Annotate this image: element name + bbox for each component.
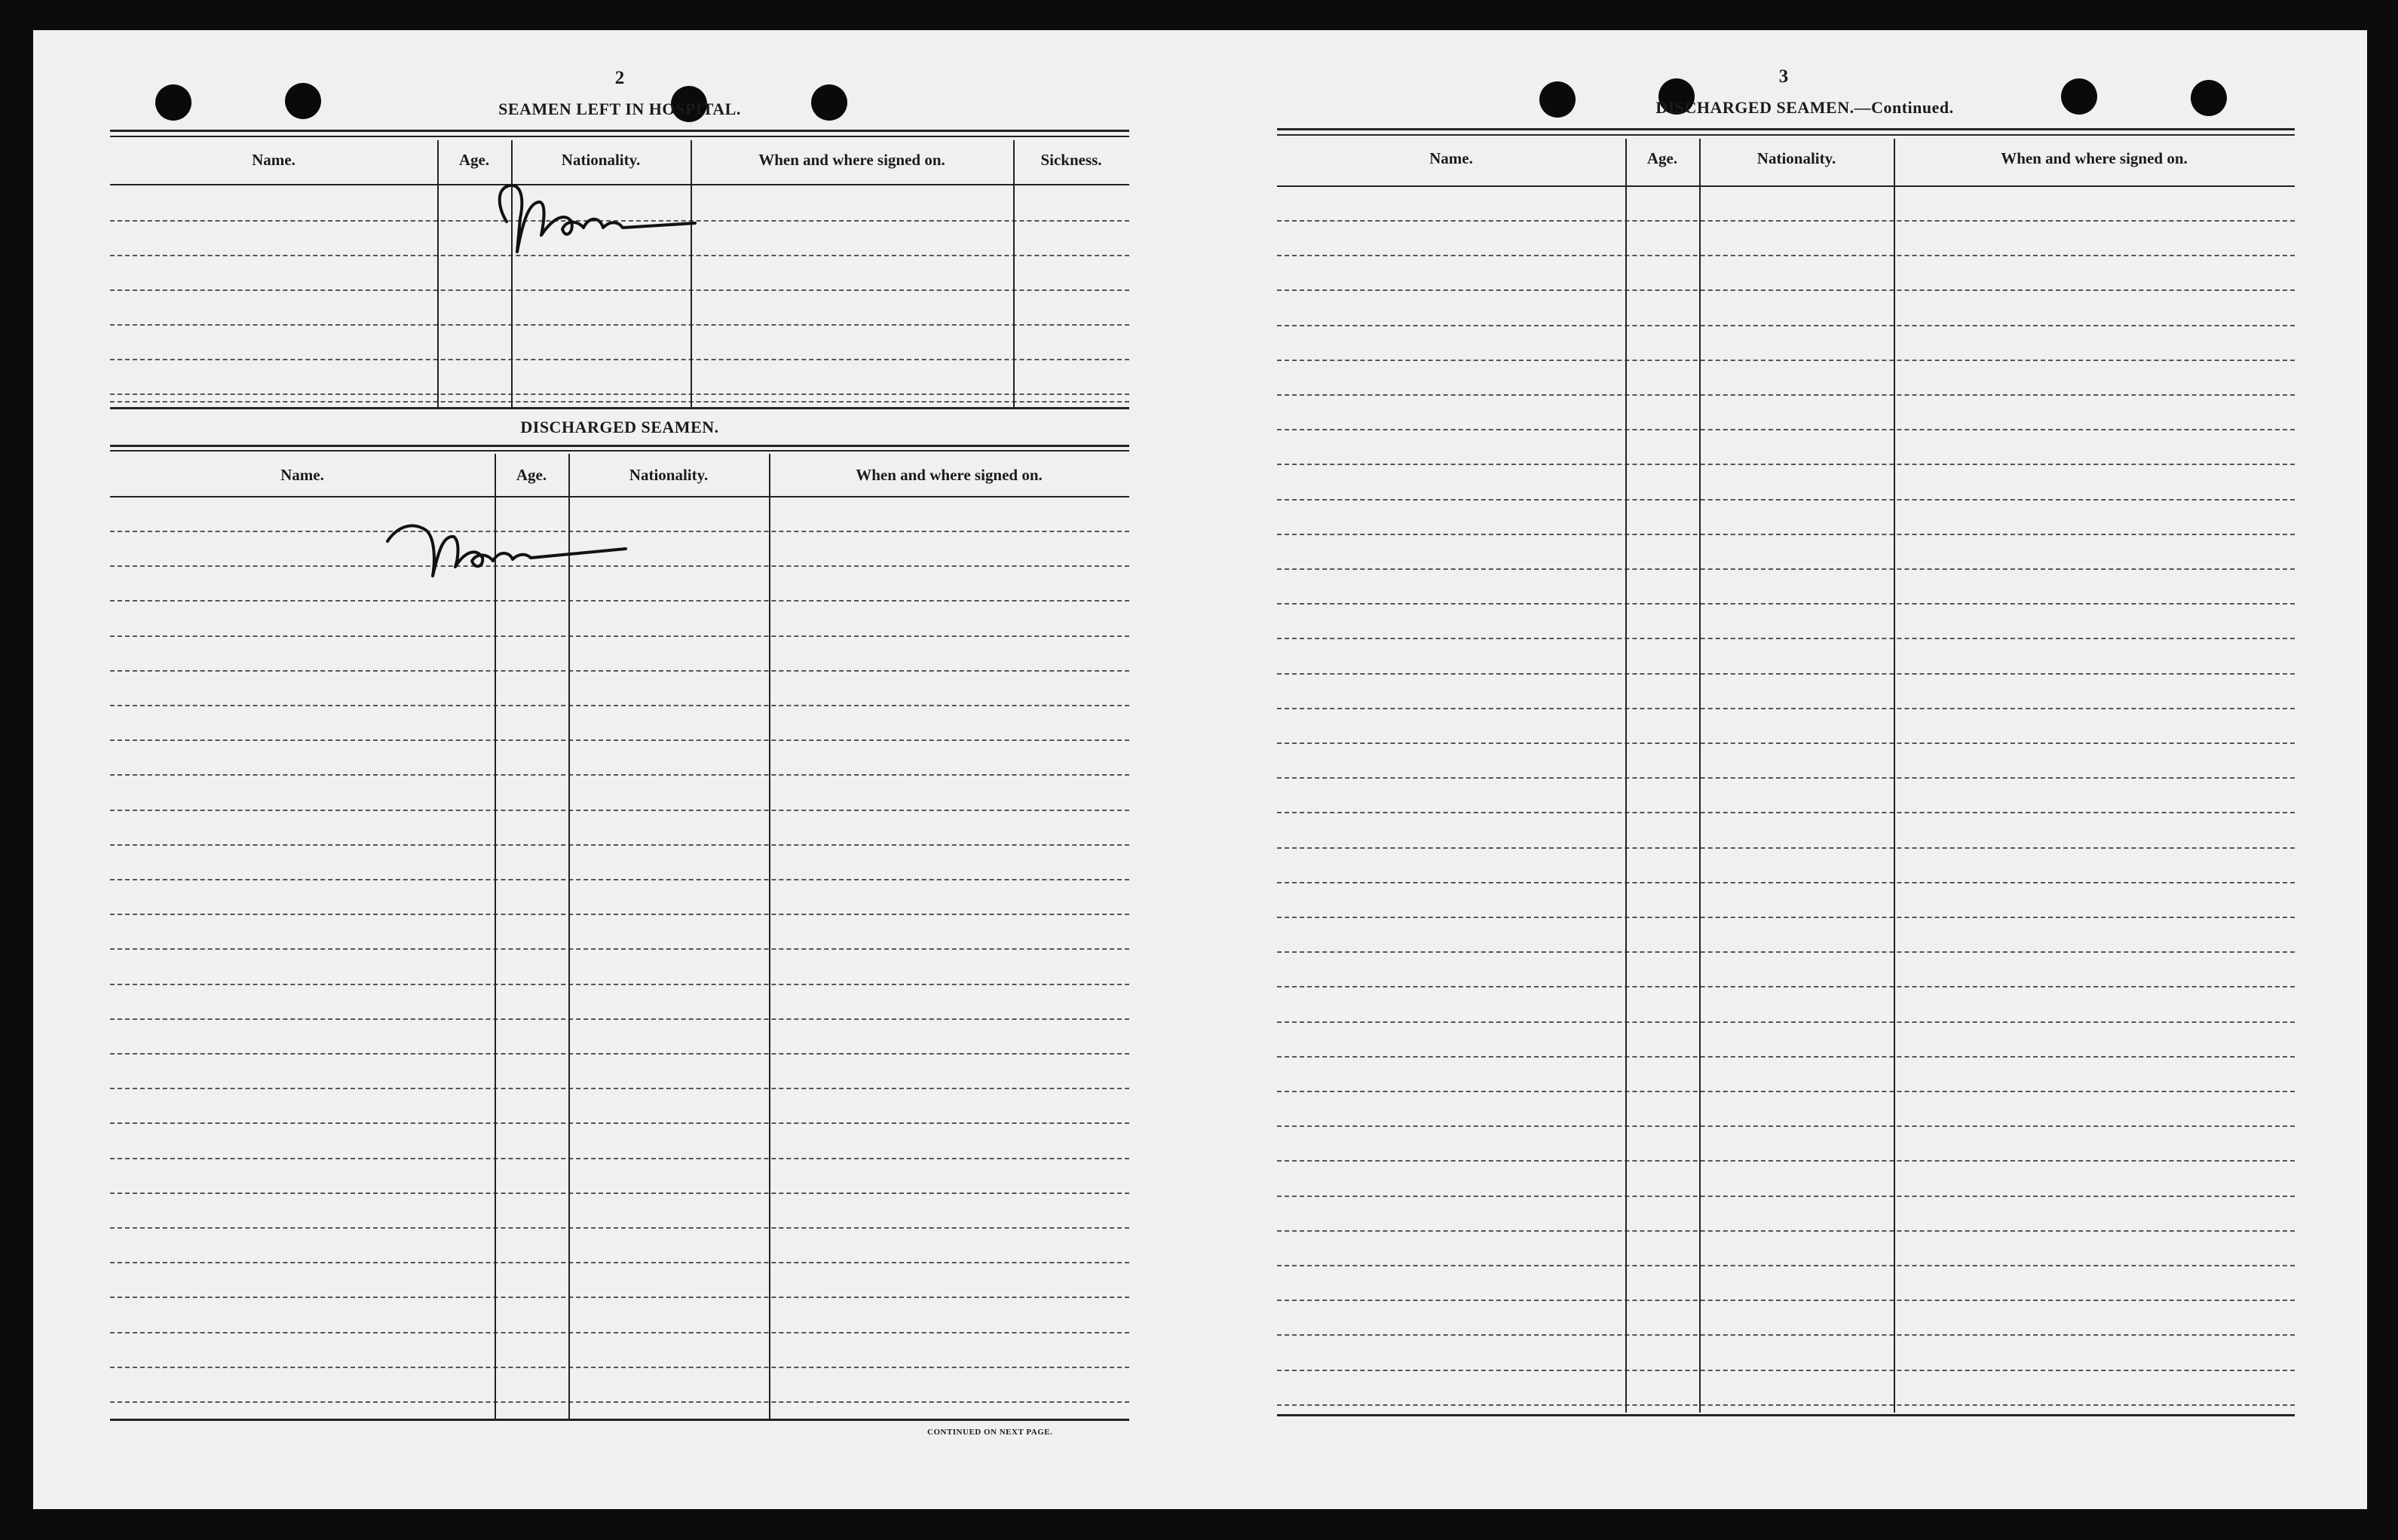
table-row xyxy=(110,1297,1129,1298)
punch-hole xyxy=(1539,81,1576,118)
table-row xyxy=(110,1401,1129,1403)
table-row xyxy=(1277,1370,2295,1371)
table-row xyxy=(1277,1021,2295,1023)
table-row xyxy=(110,844,1129,846)
bottom-rule xyxy=(1277,1414,2295,1416)
table-row xyxy=(1277,603,2295,605)
column-header-signed-on: When and where signed on. xyxy=(758,151,945,169)
column-header-age: Age. xyxy=(1646,149,1678,167)
discharged-continued-title: DISCHARGED SEAMEN.—Continued. xyxy=(1655,98,1954,117)
table-row xyxy=(1277,1230,2295,1232)
top-rule xyxy=(1277,128,2295,130)
table-row xyxy=(1277,325,2295,326)
page-number: 3 xyxy=(1778,66,1789,87)
table-row xyxy=(110,1227,1129,1229)
table-row xyxy=(1277,1300,2295,1301)
column-divider xyxy=(1013,140,1015,407)
table-row xyxy=(110,984,1129,985)
table-row xyxy=(1277,673,2295,675)
table-row xyxy=(1277,394,2295,396)
table-row xyxy=(1277,742,2295,744)
table-row xyxy=(110,705,1129,706)
table-row xyxy=(1277,777,2295,779)
table-row xyxy=(110,1158,1129,1159)
column-divider xyxy=(769,454,770,1419)
column-divider xyxy=(495,454,496,1419)
section-rule xyxy=(110,450,1129,452)
column-header-nationality: Nationality. xyxy=(1756,149,1836,167)
table-row xyxy=(110,393,1129,395)
punch-hole xyxy=(811,84,847,121)
table-row xyxy=(110,1053,1129,1055)
column-header-sickness: Sickness. xyxy=(1040,151,1102,169)
page-number: 2 xyxy=(614,68,625,88)
column-divider xyxy=(1894,139,1895,1413)
table-row xyxy=(110,879,1129,880)
table-row xyxy=(110,600,1129,602)
table-row xyxy=(1277,464,2295,465)
punch-hole xyxy=(2061,78,2097,115)
column-header-signed-on: When and where signed on. xyxy=(2001,149,2188,167)
table-row xyxy=(110,774,1129,776)
table-row xyxy=(110,1018,1129,1020)
column-header-name: Name. xyxy=(252,151,296,169)
column-header-name: Name. xyxy=(1429,149,1473,167)
table-row xyxy=(110,1122,1129,1124)
column-divider xyxy=(1699,139,1701,1413)
table-row xyxy=(1277,812,2295,813)
top-rule xyxy=(110,136,1129,137)
continued-footer: CONTINUED ON NEXT PAGE. xyxy=(927,1428,1053,1437)
column-divider xyxy=(437,140,439,407)
table-row xyxy=(1277,882,2295,883)
table-row xyxy=(110,670,1129,672)
table-row xyxy=(1277,1334,2295,1336)
table-row xyxy=(110,324,1129,326)
table-row xyxy=(1277,360,2295,361)
table-row xyxy=(1277,986,2295,987)
table-row xyxy=(110,1088,1129,1089)
section-rule xyxy=(110,407,1129,409)
hospital-section-title: SEAMEN LEFT IN HOSPITAL. xyxy=(498,100,741,118)
table-row xyxy=(110,1367,1129,1368)
column-header-age: Age. xyxy=(516,466,547,484)
table-row xyxy=(1277,951,2295,953)
column-header-signed-on: When and where signed on. xyxy=(856,466,1043,484)
table-row xyxy=(110,401,1129,403)
handwritten-entry-text: None xyxy=(490,163,492,164)
table-row xyxy=(1277,638,2295,639)
punch-hole xyxy=(285,83,321,119)
top-rule xyxy=(110,130,1129,132)
document-sheet xyxy=(33,30,2367,1509)
table-row xyxy=(1277,534,2295,535)
header-underline xyxy=(1277,185,2295,187)
table-row xyxy=(110,739,1129,741)
discharged-section-title: DISCHARGED SEAMEN. xyxy=(520,418,719,436)
table-row xyxy=(1277,1265,2295,1266)
punch-hole xyxy=(2191,80,2227,116)
table-row xyxy=(1277,289,2295,291)
table-row xyxy=(1277,1196,2295,1197)
table-row xyxy=(1277,429,2295,430)
table-row xyxy=(1277,1125,2295,1127)
column-header-name: Name. xyxy=(280,466,324,484)
table-row xyxy=(110,810,1129,811)
punch-hole xyxy=(155,84,191,121)
table-row xyxy=(1277,499,2295,501)
table-row xyxy=(1277,1091,2295,1092)
handwritten-none-signature xyxy=(490,163,701,261)
table-row xyxy=(1277,1056,2295,1058)
table-row xyxy=(110,914,1129,915)
table-row xyxy=(110,635,1129,637)
table-row xyxy=(110,1193,1129,1194)
column-header-nationality: Nationality. xyxy=(561,151,641,169)
table-row xyxy=(1277,917,2295,918)
column-header-nationality: Nationality. xyxy=(629,466,709,484)
table-row xyxy=(110,948,1129,950)
column-divider xyxy=(1625,139,1627,1413)
table-row xyxy=(1277,708,2295,709)
table-row xyxy=(1277,255,2295,256)
table-row xyxy=(1277,1404,2295,1406)
table-row xyxy=(110,289,1129,291)
table-row xyxy=(1277,847,2295,849)
handwritten-none-signature xyxy=(386,498,642,580)
column-header-age: Age. xyxy=(458,151,490,169)
section-rule xyxy=(110,445,1129,447)
table-row xyxy=(1277,568,2295,570)
column-divider xyxy=(568,454,570,1419)
top-rule xyxy=(1277,134,2295,136)
table-row xyxy=(110,1262,1129,1263)
bottom-rule xyxy=(110,1419,1129,1421)
table-row xyxy=(110,359,1129,360)
table-row xyxy=(1277,1160,2295,1162)
table-row xyxy=(110,1332,1129,1333)
table-row xyxy=(1277,220,2295,222)
